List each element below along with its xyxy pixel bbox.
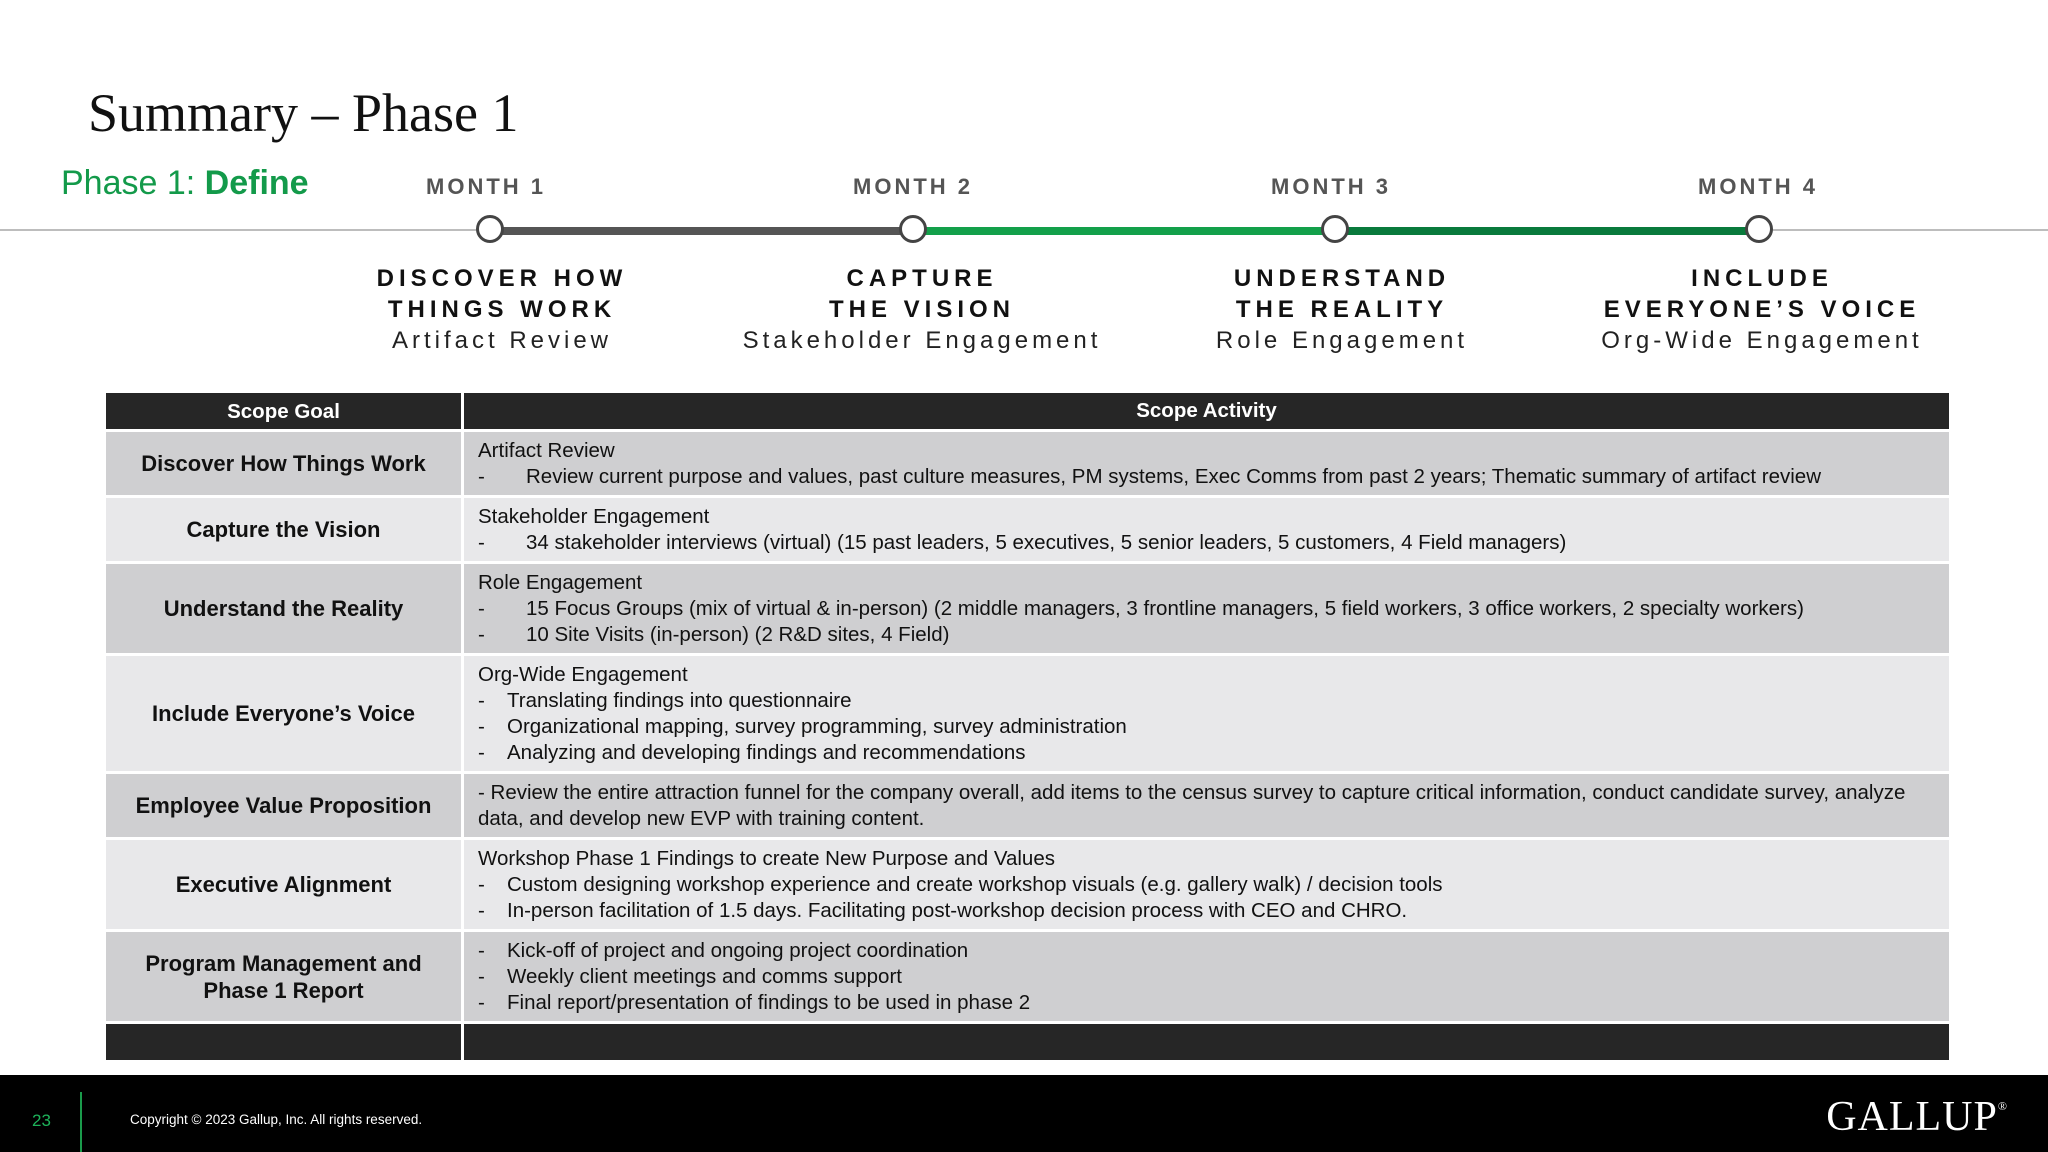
activity-bullet: - Custom designing workshop experience and create workshop visuals (e.g. gallery walk) / decision tools	[478, 872, 1443, 896]
activity-lead: Role Engagement	[478, 570, 643, 594]
table-row	[106, 432, 1949, 495]
timeline-step-1	[302, 263, 702, 356]
page-title: Summary – Phase 1	[88, 83, 519, 143]
timeline-step-4	[1562, 263, 1962, 356]
scope-goal-cell: Discover How Things Work	[106, 432, 461, 495]
scope-activity-cell	[464, 432, 1949, 495]
timeline-node-month-2	[899, 215, 927, 243]
table-footer-cell	[464, 1024, 1949, 1060]
timeline-node-month-4	[1745, 215, 1773, 243]
column-header-scope-activity: Scope Activity	[464, 393, 1949, 429]
activity-lead: Workshop Phase 1 Findings to create New Purpose and Values	[478, 846, 1055, 870]
scope-table	[106, 393, 1949, 1063]
scope-activity-cell	[464, 840, 1949, 929]
step-heading: THE VISION	[828, 296, 1016, 323]
step-subtitle: Org-Wide Engagement	[1601, 327, 1923, 354]
month-label-2: MONTH 2	[853, 174, 973, 199]
activity-bullet: - Final report/presentation of findings to be used in phase 2	[478, 990, 1031, 1014]
table-row	[106, 656, 1949, 771]
activity-bullet: - In-person facilitation of 1.5 days. Facilitating post-workshop decision process with CEO and CHRO.	[478, 898, 1408, 922]
column-header-scope-goal: Scope Goal	[106, 393, 461, 429]
scope-goal-cell: Employee Value Proposition	[106, 774, 461, 837]
step-heading: CAPTURE	[846, 265, 998, 292]
activity-bullet: - Organizational mapping, survey programming, survey administration	[478, 714, 1127, 738]
activity-bullet: - Analyzing and developing findings and recommendations	[478, 740, 1026, 764]
timeline-segment-3	[1335, 227, 1759, 235]
scope-goal-cell: Capture the Vision	[106, 498, 461, 561]
step-heading: THINGS WORK	[387, 296, 617, 323]
timeline-node-month-3	[1321, 215, 1349, 243]
timeline-node-month-1	[476, 215, 504, 243]
timeline-step-3	[1142, 263, 1542, 356]
timeline-segment-1	[490, 227, 913, 235]
table-row	[106, 932, 1949, 1021]
table-row	[106, 564, 1949, 653]
scope-goal-cell: Understand the Reality	[106, 564, 461, 653]
step-heading: UNDERSTAND	[1233, 265, 1451, 292]
step-subtitle: Role Engagement	[1215, 327, 1469, 354]
step-heading: INCLUDE	[1691, 265, 1833, 292]
activity-bullet: - 15 Focus Groups (mix of virtual & in-person) (2 middle managers, 3 frontline managers, 5 field workers, 3 office workers, 2 specialty workers)	[478, 596, 1804, 620]
month-label-4: MONTH 4	[1698, 174, 1818, 199]
step-heading: THE REALITY	[1235, 296, 1449, 323]
table-row	[106, 774, 1949, 837]
footer-divider	[80, 1092, 82, 1152]
activity-lead: Org-Wide Engagement	[478, 662, 688, 686]
copyright: Copyright © 2023 Gallup, Inc. All rights reserved.	[130, 1112, 423, 1127]
page-number: 23	[32, 1111, 51, 1130]
table-footer-row	[106, 1024, 1949, 1060]
step-subtitle: Artifact Review	[391, 327, 613, 354]
step-subtitle: Stakeholder Engagement	[742, 327, 1102, 354]
footer-bar	[0, 1075, 2048, 1152]
activity-bullet: - 34 stakeholder interviews (virtual) (15 past leaders, 5 executives, 5 senior leaders, 5 customers, 4 Field managers)	[478, 530, 1567, 554]
scope-activity-cell	[464, 498, 1949, 561]
month-label-3: MONTH 3	[1271, 174, 1391, 199]
gallup-logo: GALLUP®	[1826, 1094, 2008, 1140]
activity-bullet: - Kick-off of project and ongoing project coordination	[478, 938, 969, 962]
scope-activity-cell	[464, 774, 1949, 837]
phase-name: Define	[204, 164, 309, 202]
table-footer-cell	[106, 1024, 461, 1060]
activity-bullet: - 10 Site Visits (in-person) (2 R&D sites, 4 Field)	[478, 622, 950, 646]
activity-text: - Review the entire attraction funnel for the company overall, add items to the census survey to capture critical information, conduct candidate survey, analyze data, and develop new EVP with training content.	[478, 780, 1906, 830]
scope-goal-cell: Executive Alignment	[106, 840, 461, 929]
month-label-1: MONTH 1	[426, 174, 546, 199]
activity-lead: Artifact Review	[478, 438, 615, 462]
scope-activity-cell	[464, 932, 1949, 1021]
table-header-row	[106, 393, 1949, 429]
scope-goal-cell: Include Everyone’s Voice	[106, 656, 461, 771]
activity-bullet: - Weekly client meetings and comms support	[478, 964, 902, 988]
phase-label	[61, 164, 309, 203]
table-row	[106, 840, 1949, 929]
activity-bullet: - Review current purpose and values, past culture measures, PM systems, Exec Comms from past 2 years; Thematic summary of artifact review	[478, 464, 1821, 488]
activity-bullet: - Translating findings into questionnaire	[478, 688, 852, 712]
activity-lead: Stakeholder Engagement	[478, 504, 710, 528]
timeline-step-2	[722, 263, 1122, 356]
trademark-symbol: ®	[1997, 1099, 2008, 1113]
scope-activity-cell	[464, 564, 1949, 653]
phase-prefix: Phase 1:	[61, 164, 205, 202]
step-heading: EVERYONE’S VOICE	[1603, 296, 1921, 323]
timeline-segment-2	[913, 227, 1335, 235]
table-row	[106, 498, 1949, 561]
step-heading: DISCOVER HOW	[376, 265, 628, 292]
scope-goal-cell: Program Management and Phase 1 Report	[106, 932, 461, 1021]
scope-activity-cell	[464, 656, 1949, 771]
